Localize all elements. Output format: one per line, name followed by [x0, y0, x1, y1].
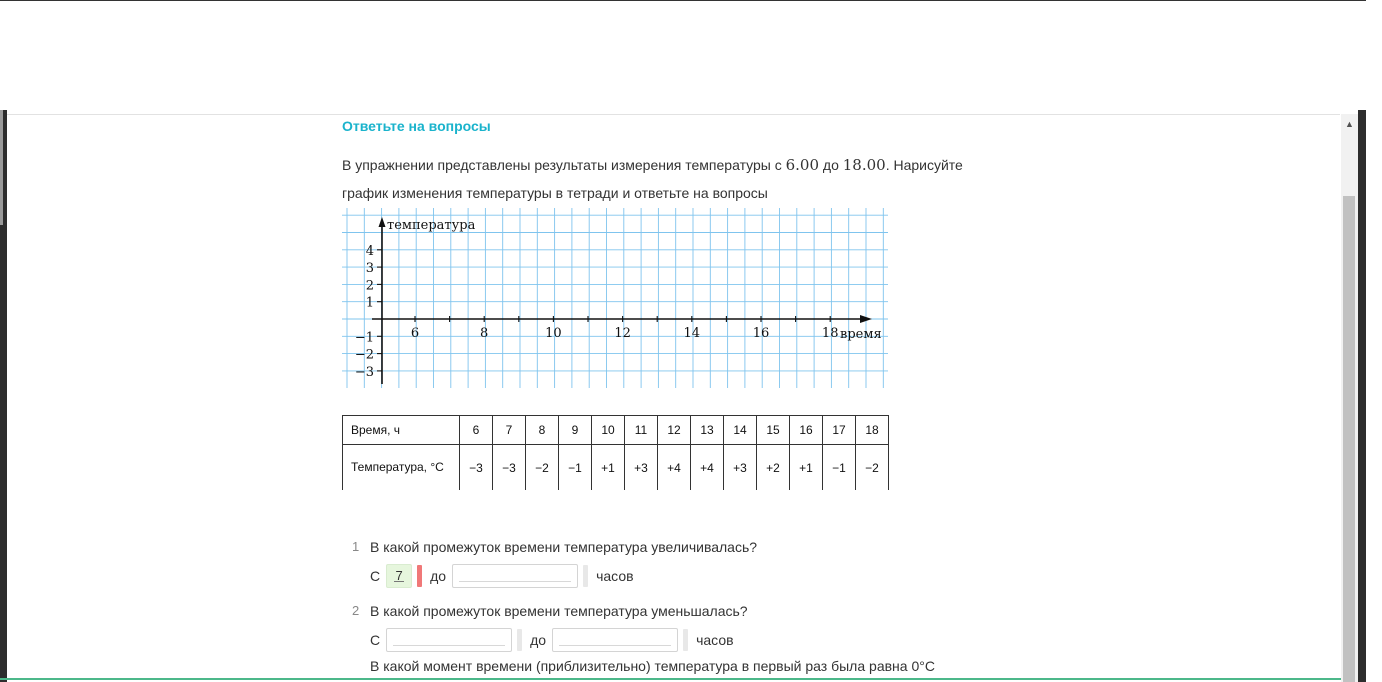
- time-start: 6.00: [785, 156, 820, 174]
- y-tick-label: 2: [365, 278, 374, 294]
- temperature-cell: −3: [460, 445, 493, 491]
- right-frame-edge: [1358, 110, 1366, 682]
- x-tick-label: 14: [683, 326, 701, 341]
- answer-marker: [517, 629, 522, 651]
- graph-grid: [342, 208, 888, 388]
- x-tick-label: 6: [410, 326, 420, 341]
- temperature-grid-graph: [342, 208, 888, 390]
- to-label: до: [430, 568, 447, 584]
- question-text: В какой промежуток времени температура увеличивалась?: [370, 539, 758, 555]
- error-marker: [417, 565, 422, 587]
- temperature-cell: −3: [493, 445, 526, 491]
- to-input[interactable]: [552, 628, 678, 652]
- top-divider: [0, 0, 1366, 1]
- y-tick-label: −2: [354, 347, 374, 363]
- hour-cell: 16: [790, 416, 823, 445]
- table-row-temperatures: [343, 445, 889, 491]
- to-input[interactable]: [452, 564, 578, 588]
- y-tick-label: −3: [354, 364, 374, 380]
- hour-cell: 8: [526, 416, 559, 445]
- hour-cell: 15: [757, 416, 790, 445]
- temperature-cell: +4: [658, 445, 691, 491]
- time-end: 18.00: [842, 156, 886, 174]
- question-number: 2: [352, 603, 360, 618]
- temperature-cell: +1: [592, 445, 625, 491]
- temperature-cell: +2: [757, 445, 790, 491]
- vertical-scrollbar[interactable]: [1341, 114, 1358, 682]
- from-input[interactable]: 7: [386, 564, 412, 588]
- x-tick-label: 8: [480, 326, 489, 341]
- scrollbar-thumb[interactable]: [1343, 196, 1355, 682]
- hour-cell: 17: [823, 416, 856, 445]
- table-header-time: Время, ч: [343, 416, 460, 445]
- answer-row: [370, 627, 740, 653]
- from-label: С: [370, 568, 381, 584]
- x-tick-labels: [411, 326, 839, 341]
- hour-cell: 13: [691, 416, 724, 445]
- hour-cell: 14: [724, 416, 757, 445]
- temperature-cell: −1: [559, 445, 592, 491]
- bottom-progress-line: [0, 678, 1341, 680]
- scroll-up-arrow-icon[interactable]: ▲: [1345, 119, 1354, 129]
- unit-label: часов: [596, 568, 634, 584]
- left-frame-edge: [0, 110, 7, 682]
- y-axis-arrow: [379, 217, 386, 227]
- question-text: В какой промежуток времени температура уменьшалась?: [370, 603, 748, 619]
- exercise-content: [342, 117, 1332, 674]
- y-axis-label: температура: [387, 218, 476, 233]
- answer-marker: [583, 565, 588, 587]
- x-tick-label: 16: [752, 326, 770, 341]
- answer-row: [370, 563, 640, 589]
- from-label: С: [370, 632, 381, 648]
- content-frame-top: [7, 114, 1340, 115]
- temperature-cell: +3: [625, 445, 658, 491]
- table-row-hours: [343, 416, 889, 445]
- question-number: 1: [352, 539, 360, 554]
- y-tick-label: 1: [365, 295, 374, 311]
- hour-cell: 6: [460, 416, 493, 445]
- x-axis-label: время: [840, 327, 882, 342]
- temperature-cell: +3: [724, 445, 757, 491]
- x-tick-label: 18: [821, 326, 839, 341]
- question-1: [342, 539, 1042, 603]
- hour-cell: 7: [493, 416, 526, 445]
- hour-cell: 11: [625, 416, 658, 445]
- hour-cell: 10: [592, 416, 625, 445]
- table-header-temperature: Температура, °С: [343, 445, 460, 491]
- temperature-cell: +4: [691, 445, 724, 491]
- answer-marker: [683, 629, 688, 651]
- y-tick-label: 3: [365, 261, 374, 277]
- hour-cell: 18: [856, 416, 889, 445]
- exercise-intro: В упражнении представлены результаты измерения температуры с 6.00 до 18.00. Нарисуйте график изменения температуры в тетради и ответьте на вопросы: [342, 156, 963, 201]
- section-title: Ответьте на вопросы: [342, 118, 491, 134]
- to-label: до: [530, 632, 547, 648]
- temperature-cell: −2: [856, 445, 889, 491]
- temperature-data-table: [342, 415, 889, 490]
- questions-list: [342, 539, 1042, 674]
- x-tick-label: 12: [614, 326, 631, 341]
- y-tick-label: −1: [354, 330, 374, 346]
- x-tick-label: 10: [545, 326, 562, 341]
- question-3-partial: В какой момент времени (приблизительно) температура в первый раз была равна 0°С: [370, 658, 935, 674]
- temperature-cell: −2: [526, 445, 559, 491]
- hour-cell: 9: [559, 416, 592, 445]
- from-input[interactable]: [386, 628, 512, 652]
- hour-cell: 12: [658, 416, 691, 445]
- temperature-cell: +1: [790, 445, 823, 491]
- temperature-cell: −1: [823, 445, 856, 491]
- unit-label: часов: [696, 632, 734, 648]
- y-tick-label: 4: [365, 243, 374, 259]
